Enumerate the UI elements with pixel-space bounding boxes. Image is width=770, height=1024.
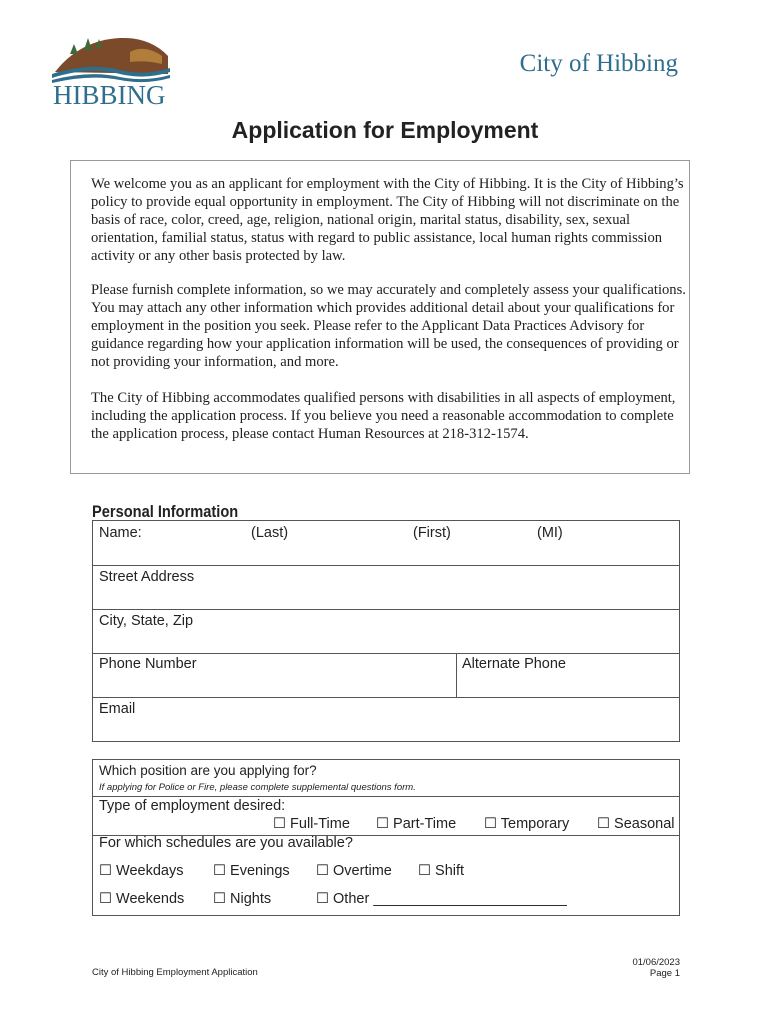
page-title: Application for Employment [231,117,539,143]
schedule-label: For which schedules are you available? [99,835,353,851]
first-name-label: (First) [413,525,451,541]
logo-landscape-icon [50,34,172,84]
part-time-checkbox[interactable]: ☐ Part-Time [376,816,457,832]
intro-paragraph-1: We welcome you as an applicant for employment with the City of Hibbing. It is the City of Hibbing’s policy to provide equal opportunity in employment. The City of Hibbing will not discriminate on the basis of race, color, creed, age, religion, national origin, marital status, disability, sex, sexual orientation, familial status, status with regard to public assistance, local human rights commission activity or any other basis protected by law. [91,176,684,264]
temporary-checkbox[interactable]: ☐ Temporary [484,816,570,832]
city-state-zip-label: City, State, Zip [99,613,194,629]
footer-page-number: Page 1 [649,968,680,979]
street-address-field[interactable] [93,566,679,609]
footer-doc-name: City of Hibbing Employment Application [92,967,258,978]
seasonal-checkbox[interactable]: ☐ Seasonal [597,816,675,832]
alternate-phone-field[interactable] [457,654,679,697]
police-fire-note: If applying for Police or Fire, please complete supplemental questions form. [99,782,416,793]
email-field[interactable] [93,698,679,741]
weekdays-checkbox[interactable]: ☐ Weekdays [99,863,184,879]
evenings-checkbox[interactable]: ☐ Evenings [213,863,290,879]
email-label: Email [99,701,136,717]
nights-checkbox[interactable]: ☐ Nights [213,891,272,907]
full-time-checkbox[interactable]: ☐ Full-Time [273,816,350,832]
overtime-checkbox[interactable]: ☐ Overtime [316,863,392,879]
logo-text: HIBBING [53,80,166,110]
middle-initial-label: (MI) [537,525,563,541]
position-table [92,759,680,916]
section-title-personal: Personal Information [92,502,239,521]
footer-date: 01/06/2023 [632,957,680,968]
phone-number-field[interactable] [93,654,456,697]
intro-paragraph-2: Please furnish complete information, so we may accurately and completely assess your qualifications. You may attach any other information which provides additional detail about your qualifications for employment in the position you seek. Please refer to the Applicant Data Practices Advisory for guidance regarding how your application information will be used, the consequences of providing or not providing your information, and more. [91,282,686,370]
city-title: City of Hibbing [519,50,678,77]
intro-paragraph-3: The City of Hibbing accommodates qualified persons with disabilities in all aspects of employment, including the application process. If you believe you need a reasonable accommodation to complete the application process, please contact Human Resources at 218-312-1574. [91,390,676,442]
employment-type-label: Type of employment desired: [99,798,286,814]
city-state-zip-field[interactable] [93,610,679,653]
city-logo [50,34,172,108]
alternate-phone-label: Alternate Phone [462,656,566,672]
other-checkbox[interactable]: ☐ Other ________________________ [316,891,567,907]
name-field[interactable] [93,521,679,565]
phone-number-label: Phone Number [99,656,197,672]
street-address-label: Street Address [99,569,195,585]
personal-info-table [92,520,680,742]
intro-box [70,160,690,474]
weekends-checkbox[interactable]: ☐ Weekends [99,891,185,907]
position-question: Which position are you applying for? [99,763,317,778]
last-name-label: (Last) [251,525,289,541]
shift-checkbox[interactable]: ☐ Shift [418,863,465,879]
name-label: Name: [99,525,142,541]
